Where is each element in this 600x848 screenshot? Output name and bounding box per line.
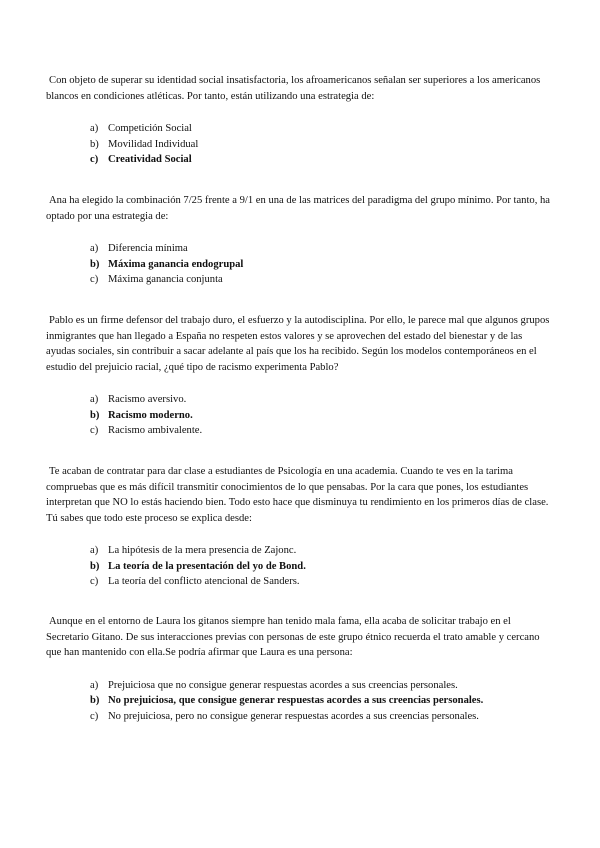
option-text: Racismo ambivalente. — [108, 425, 203, 436]
option-text: Máxima ganancia endogrupal — [108, 258, 244, 270]
option-letter: c) — [90, 710, 99, 722]
option-text: Prejuiciosa que no consigue generar respuestas acordes a sus creencias personales. — [108, 679, 458, 691]
question-3-stem: Pablo es un firme defensor del trabajo duro, el esfuerzo y la autodisciplina. Por ello, le parece mal que algunos grupos inmigrantes que han llegado a España no respeten estos valores y se aprovechen del estado del bienestar y de las ayudas sociales, sin contribuir a sacar adelante al país que los ha recibido. Según los modelos contemporáneos en el estudio del prejuicio racial, ¿qué tipo de racismo experimenta Pablo? — [46, 315, 550, 373]
option-a — [46, 392, 554, 408]
option-text: La teoría de la presentación del yo de Bond. — [108, 560, 306, 572]
option-text: Movilidad Individual — [108, 138, 199, 150]
option-text: Competición Social — [108, 123, 192, 134]
question-3 — [46, 313, 554, 439]
option-c — [46, 574, 554, 590]
question-5-options — [46, 678, 554, 725]
option-text: Máxima ganancia conjunta — [108, 274, 223, 285]
question-1 — [46, 73, 554, 168]
option-text: La hipótesis de la mera presencia de Zajonc. — [108, 545, 297, 556]
option-text: Diferencia mínima — [108, 243, 188, 254]
question-5-stem: Aunque en el entorno de Laura los gitanos siempre han tenido mala fama, ella acaba de solicitar trabajo en el Secretario Gitano. De sus interacciones previas con personas de este grupo étnico recuerda el trato amable y cercano que han mantenido con ella.Se podría afirmar que Laura es una persona: — [46, 616, 540, 658]
option-letter: c) — [90, 425, 99, 436]
option-b-correct — [46, 408, 554, 424]
option-letter: a) — [90, 243, 99, 254]
option-text: No prejuiciosa, que consigue generar respuestas acordes a sus creencias personales. — [108, 695, 484, 706]
option-letter: b) — [90, 560, 100, 572]
question-4 — [46, 464, 554, 590]
question-4-options — [46, 543, 554, 590]
question-1-stem: Con objeto de superar su identidad social insatisfactoria, los afroamericanos señalan ser superiores a los americanos blancos en condiciones atléticas. Por tanto, están utilizando una estrategia de: — [46, 75, 541, 102]
option-letter: b) — [90, 258, 100, 270]
option-a — [46, 241, 554, 257]
option-letter: a) — [90, 679, 99, 691]
question-5 — [46, 614, 554, 724]
option-letter: b) — [90, 138, 99, 150]
option-b-correct — [46, 693, 554, 709]
option-a — [46, 543, 554, 559]
option-b-correct — [46, 559, 554, 575]
option-text: Creatividad Social — [108, 154, 192, 165]
option-letter: b) — [90, 695, 100, 706]
option-text: Racismo moderno. — [108, 409, 193, 421]
option-letter: c) — [90, 154, 99, 165]
question-2-stem: Ana ha elegido la combinación 7/25 frente a 9/1 en una de las matrices del paradigma del grupo mínimo. Por tanto, ha optado por una estrategia de: — [46, 195, 550, 222]
option-a — [46, 121, 554, 137]
option-text: Racismo aversivo. — [108, 394, 187, 405]
option-c-correct — [46, 152, 554, 168]
option-b-correct — [46, 257, 554, 273]
question-1-options — [46, 121, 554, 168]
question-4-stem: Te acaban de contratar para dar clase a estudiantes de Psicología en una academia. Cuando te ves en la tarima compruebas que es más difícil transmitir conocimientos de lo que pensabas. Por la cara que pones, los estudiantes interpretan que NO lo estás haciendo bien. Todo esto hace que disminuya tu rendimiento en los primeros días de clase. Tú sabes que todo este proceso se explica desde: — [46, 466, 549, 524]
option-c — [46, 709, 554, 725]
option-c — [46, 423, 554, 439]
option-b — [46, 137, 554, 153]
option-text: No prejuiciosa, pero no consigue generar respuestas acordes a sus creencias personales. — [108, 710, 479, 722]
option-a — [46, 678, 554, 694]
option-letter: c) — [90, 274, 99, 285]
option-letter: b) — [90, 409, 100, 421]
option-text: La teoría del conflicto atencional de Sanders. — [108, 576, 300, 587]
option-letter: a) — [90, 123, 99, 134]
question-2-options — [46, 241, 554, 288]
option-c — [46, 272, 554, 288]
option-letter: c) — [90, 576, 99, 587]
question-2 — [46, 193, 554, 288]
option-letter: a) — [90, 545, 99, 556]
question-3-options — [46, 392, 554, 439]
option-letter: a) — [90, 394, 99, 405]
